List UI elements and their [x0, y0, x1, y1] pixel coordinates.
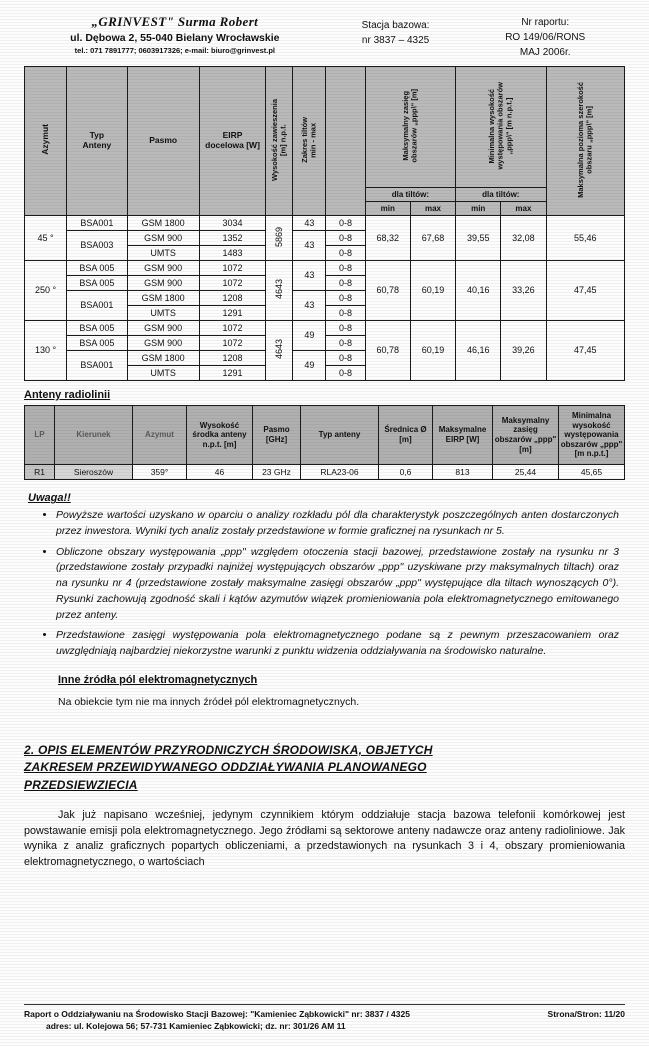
cell-zakres: 0-8 — [326, 261, 365, 276]
report-date: MAJ 2006r. — [519, 47, 571, 58]
cell-eirp: 1072 — [199, 336, 265, 351]
footer-page-number: Strona/Stron: 11/20 — [547, 1009, 625, 1020]
other-sources-text: Na obiekcie tym nie ma innych źródeł pól elektromagnetycznych. — [58, 695, 360, 708]
cell-zasieg-min: 68,32 — [365, 216, 410, 261]
col-pasmo: Pasmo — [127, 67, 199, 216]
radio-table-wrap — [0, 405, 649, 480]
header-company-block — [28, 14, 322, 56]
cell-tilt-h: 49 — [293, 351, 326, 381]
cell-max-pozioma: 47,45 — [546, 321, 624, 381]
cell-wysokosc: 4643 — [266, 261, 293, 321]
cell-zasieg-max: 67,68 — [410, 216, 455, 261]
radio-col-srednica: Średnica Ø [m] — [379, 406, 433, 465]
cell-eirp: 1291 — [199, 366, 265, 381]
hdr-min-2: min — [456, 202, 501, 216]
radio-cell-azymut: 359° — [133, 465, 187, 480]
radio-col-pasmo: Pasmo [GHz] — [253, 406, 301, 465]
table-row — [25, 465, 625, 480]
cell-zakres: 0-8 — [326, 216, 365, 231]
cell-zakres: 0-8 — [326, 231, 365, 246]
col-min-wysokosc: Minimalna wysokość występowania obszarów „ppp\" [m n.p.t.] — [456, 67, 546, 188]
cell-pasmo: GSM 1800 — [127, 216, 199, 231]
cell-eirp: 1483 — [199, 246, 265, 261]
cell-tilt-h: 43 — [293, 261, 326, 291]
cell-tilt-h: 43 — [293, 216, 326, 231]
section2-line2: ZAKRESEM PRZEWIDYWANEGO ODDZIAŁYWANIA PLANOWANEGO — [24, 760, 427, 775]
cell-typ: BSA 005 — [67, 321, 127, 336]
cell-zasieg-max: 60,19 — [410, 321, 455, 381]
cell-max-pozioma: 55,46 — [546, 216, 624, 261]
col-spacer — [326, 67, 365, 216]
radio-col-zasieg: Maksymalny zasięg obszarów „ppp" [m] — [493, 406, 559, 465]
cell-minwys-min: 39,55 — [456, 216, 501, 261]
cell-typ: BSA003 — [67, 231, 127, 261]
station-value: nr 3837 – 4325 — [361, 35, 430, 46]
notes-title: Uwaga!! — [28, 492, 71, 505]
hdr-dla-tiltow-2: dla tiltów: — [456, 188, 546, 202]
hdr-min-1: min — [365, 202, 410, 216]
cell-pasmo: GSM 900 — [127, 231, 199, 246]
section2-line1: 2. OPIS ELEMENTÓW PRZYRODNICZYCH ŚRODOWISKA, OBJETYCH — [24, 742, 433, 757]
radio-section-title: Anteny radiolinii — [24, 389, 111, 401]
cell-tilt-h: 43 — [293, 291, 326, 321]
cell-zakres: 0-8 — [326, 246, 365, 261]
cell-zakres: 0-8 — [326, 366, 365, 381]
station-label: Stacja bazowa: — [361, 20, 430, 31]
radio-cell-typ: RLA23-06 — [301, 465, 379, 480]
cell-pasmo: GSM 1800 — [127, 291, 199, 306]
cell-azymut: 250 ° — [25, 261, 67, 321]
cell-minwys-max: 39,26 — [501, 321, 546, 381]
cell-minwys-min: 46,16 — [456, 321, 501, 381]
radio-cell-minwys: 45,65 — [559, 465, 625, 480]
cell-typ: BSA 005 — [67, 336, 127, 351]
cell-pasmo: GSM 900 — [127, 276, 199, 291]
radio-col-typ: Typ anteny — [301, 406, 379, 465]
col-zakres-tiltow: Zakres tiltów min - max — [293, 67, 326, 216]
company-name: „GRINVEST" Surma Robert — [91, 14, 259, 29]
radio-cell-zasieg: 25,44 — [493, 465, 559, 480]
antenna-parameters-table — [24, 66, 625, 381]
radio-cell-srednica: 0,6 — [379, 465, 433, 480]
cell-tilt-h: 43 — [293, 231, 326, 261]
radio-col-eirp: Maksymalne EIRP [W] — [433, 406, 493, 465]
cell-eirp: 1352 — [199, 231, 265, 246]
cell-pasmo: GSM 900 — [127, 261, 199, 276]
cell-wysokosc: 4643 — [266, 321, 293, 381]
col-wysokosc-zawieszenia: Wysokość zawieszenia [m] n.p.t. — [266, 67, 293, 216]
table-row — [25, 216, 625, 231]
radio-cell-pasmo: 23 GHz — [253, 465, 301, 480]
col-max-pozioma: Maksymalna pozioma szerokość obszaru „ppp\" [m] — [546, 67, 624, 216]
cell-eirp: 1072 — [199, 276, 265, 291]
cell-typ: BSA 005 — [67, 276, 127, 291]
radio-cell-lp: R1 — [25, 465, 55, 480]
company-contact: tel.: 071 7891777; 0603917326; e-mail: biuro@grinvest.pl — [74, 46, 275, 56]
section2-heading — [24, 742, 625, 794]
header-report-block — [469, 14, 621, 60]
other-sources-title: Inne źródła pól elektromagnetycznych — [58, 673, 258, 686]
radio-col-wysokosc: Wysokość środka anteny n.p.t. [m] — [187, 406, 253, 465]
cell-minwys-max: 32,08 — [501, 216, 546, 261]
cell-pasmo: UMTS — [127, 306, 199, 321]
table-row — [25, 321, 625, 336]
cell-typ: BSA001 — [67, 216, 127, 231]
section2-line3: PRZEDSIEWZIECIA — [24, 777, 138, 792]
page-footer — [24, 1004, 625, 1032]
cell-azymut: 130 ° — [25, 321, 67, 381]
report-number: RO 149/06/RONS — [505, 32, 586, 43]
header-station-block — [322, 14, 470, 48]
col-eirp: EIRP docelowa [W] — [199, 67, 265, 216]
col-max-zasieg: Maksymalny zasięg obszarów „ppp\" [m] — [365, 67, 455, 188]
hdr-max-1: max — [410, 202, 455, 216]
section2-paragraph: Jak już napisano wcześniej, jedynym czynnikiem którym oddziałuje stacja bazowa telefonii komórkowej jest powstawanie emisji pola elektromagnetycznego. Jego źródłami są sektorowe anteny nadawcze oraz anteny radioliniowe. Jak wynika z analiz graficznych popartych obliczeniami, a przedstawionych na rysunkach 3 i 4, obszary promieniowania elektromagnetycznego, o wartościach — [24, 809, 625, 869]
main-table-wrap — [0, 66, 649, 381]
cell-zakres: 0-8 — [326, 351, 365, 366]
list-item: • Obliczone obszary występowania „ppp" względem otoczenia stacji bazowej, przedstawione zostały na rysunku nr 3 (przedstawione zostały przypadki najniżej występujących obszarów „ppp" uzyskiwane przy maksymalnych tiltach) oraz na rysunku nr 4 (przedstawione zostały maksymalne zasięgi obszarów „ppp" występujące dla tiltach wynoszących 0°). Rysunki zachowują zgodność skali i kątów azymutów wiązek promieniowania pola elektromagnetycznego emitowanego przez anteny. — [56, 545, 619, 624]
company-address: ul. Dębowa 2, 55-040 Bielany Wrocławskie — [70, 32, 280, 45]
cell-typ: BSA001 — [67, 291, 127, 321]
cell-eirp: 1072 — [199, 261, 265, 276]
cell-max-pozioma: 47,45 — [546, 261, 624, 321]
cell-pasmo: GSM 900 — [127, 336, 199, 351]
radio-col-minwys: Minimalna wysokość występowania obszarów „ppp" [m n.p.t.] — [559, 406, 625, 465]
col-typ-anteny: Typ Anteny — [67, 67, 127, 216]
radio-col-kierunek: Kierunek — [55, 406, 133, 465]
cell-zasieg-min: 60,78 — [365, 321, 410, 381]
radiolink-antennas-table — [24, 405, 625, 480]
radio-col-azymut: Azymut — [133, 406, 187, 465]
cell-zakres: 0-8 — [326, 276, 365, 291]
radio-cell-wysokosc: 46 — [187, 465, 253, 480]
cell-zasieg-min: 60,78 — [365, 261, 410, 321]
col-azymut: Azymut — [25, 67, 67, 216]
cell-pasmo: UMTS — [127, 246, 199, 261]
footer-line-1: Raport o Oddziaływaniu na Środowisko Stacji Bazowej: "Kamieniec Ząbkowicki" nr: 3837 / 4325 — [24, 1009, 410, 1020]
cell-zakres: 0-8 — [326, 291, 365, 306]
radio-cell-kierunek: Sieroszów — [55, 465, 133, 480]
cell-minwys-max: 33,26 — [501, 261, 546, 321]
cell-zakres: 0-8 — [326, 321, 365, 336]
cell-wysokosc: 5869 — [266, 216, 293, 261]
cell-pasmo: GSM 900 — [127, 321, 199, 336]
cell-typ: BSA001 — [67, 351, 127, 381]
cell-eirp: 1072 — [199, 321, 265, 336]
list-item: • Powyższe wartości uzyskano w oparciu o analizy rozkładu pól dla charakterystyk poszczególnych anten dostarczonych przez inwestora. Wyniki tych analiz zostały przedstawione w formie graficznej na rysunkach nr 5. — [56, 508, 619, 540]
cell-azymut: 45 ° — [25, 216, 67, 261]
cell-zasieg-max: 60,19 — [410, 261, 455, 321]
table-row — [25, 261, 625, 276]
list-item: • Przedstawione zasięgi występowania pola elektromagnetycznego podane są z pewnym przeszacowaniem oraz uwzględniają najbardziej niekorzystne warunki z punktu widzenia oddziaływania na środowisko naturalne. — [56, 628, 619, 660]
cell-eirp: 3034 — [199, 216, 265, 231]
cell-pasmo: GSM 1800 — [127, 351, 199, 366]
cell-eirp: 1208 — [199, 291, 265, 306]
hdr-dla-tiltow-1: dla tiltów: — [365, 188, 455, 202]
notes-list — [40, 508, 619, 660]
radio-col-lp: LP — [25, 406, 55, 465]
cell-tilt-h: 49 — [293, 321, 326, 351]
footer-line-2: adres: ul. Kolejowa 56; 57-731 Kamieniec Ząbkowicki; dz. nr: 301/26 AM 11 — [46, 1020, 346, 1031]
cell-typ: BSA 005 — [67, 261, 127, 276]
radio-cell-eirp: 813 — [433, 465, 493, 480]
cell-pasmo: UMTS — [127, 366, 199, 381]
cell-minwys-min: 40,16 — [456, 261, 501, 321]
cell-zakres: 0-8 — [326, 306, 365, 321]
hdr-max-2: max — [501, 202, 546, 216]
cell-eirp: 1291 — [199, 306, 265, 321]
cell-zakres: 0-8 — [326, 336, 365, 351]
document-header — [0, 0, 649, 66]
cell-eirp: 1208 — [199, 351, 265, 366]
report-label: Nr raportu: — [521, 17, 570, 28]
